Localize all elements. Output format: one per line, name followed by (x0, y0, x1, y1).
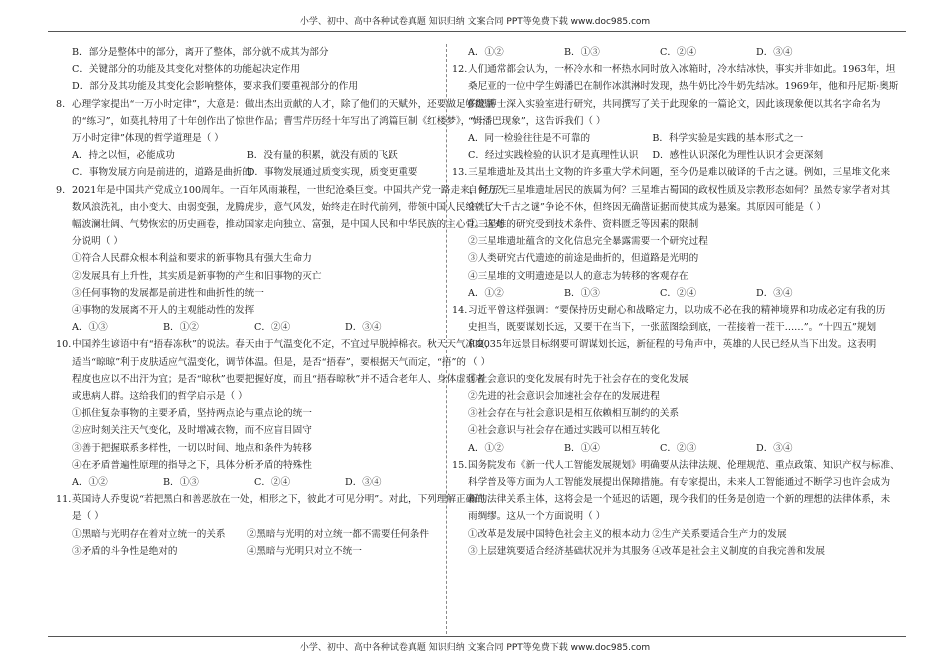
question-text: 史担当，既要谋划长远，又要干在当下，一张蓝图绘到底，一茬接着一茬干……”。“十四五”规划 (468, 322, 877, 334)
statement-item: ③任何事物的发展都是前进性和曲折性的统一 (72, 287, 264, 299)
question-text: 中国养生谚语中有“捂春冻秋”的说法。春天由于气温变化不定，不宜过早脱掉棉衣。秋天天气凉爽， (72, 339, 495, 351)
statement-item: ①符合人民群众根本利益和要求的新事物具有强大生命力 (72, 253, 312, 265)
statement-item: ②先进的社会意识会加速社会存在的发展进程 (468, 391, 660, 403)
option-d: D．③④ (756, 287, 793, 299)
option-line: B．部分是整体中的部分，离开了整体，部分就不成其为部分 (72, 47, 329, 58)
statement-item: ①三星堆的研究受到技术条件、资料匮乏等因素的限制 (468, 219, 699, 231)
statement-item: ④改革是社会主义制度的自我完善和发展 (652, 545, 825, 557)
option-d: D．事物发展通过质变实现，质变更重要 (246, 167, 418, 179)
question-text: 幅波澜壮阔、气势恢宏的历史画卷，推动国家走向独立、富强，是中国人民和中华民族的主心骨。这充 (72, 219, 504, 231)
footer-rule (48, 636, 906, 637)
question-text: 的“练习”，如莫扎特用了十年创作出了惊世作品；曹雪芹历经十年写出了鸿篇巨制《红楼梦》，“一 (72, 115, 485, 127)
answer-options (56, 526, 436, 543)
answer-options (56, 543, 436, 560)
statement-item: ①抓住复杂事物的主要矛盾，坚持两点论与重点论的统一 (72, 408, 312, 420)
statement-item: ④三星堆的文明遗迹是以人的意志为转移的客观存在 (468, 270, 689, 282)
option-c: C．②③ (660, 442, 697, 454)
question-text: 雨绸缪。这从一个方面说明（ ） (468, 511, 606, 523)
statement-item: ③社会存在与社会意识是相互依赖相互制约的关系 (468, 408, 680, 420)
question-text: 分说明（ ） (72, 236, 124, 248)
question-text: 国务院发布《新一代人工智能发展规划》明确要从法律法规、伦理规范、重点政策、知识产权与标准、 (468, 459, 900, 471)
option-c: C．经过实践检验的认识才是真理性认识 (468, 150, 639, 162)
statement-item: ①社会意识的变化发展有时先于社会存在的变化发展 (468, 373, 689, 385)
option-line: C．关键部分的功能及其变化对整体的功能起决定作用 (72, 64, 300, 76)
question-number: 9. (56, 184, 66, 196)
statement-item: ③人类研究古代遗迹的前途是曲折的，但道路是光明的 (468, 253, 699, 265)
option-b: B．①③ (564, 47, 600, 58)
option-c: C．事物发展方向是前进的，道路是曲折的 (72, 167, 253, 179)
question-text: 心理学家提出“一万小时定律”，大意是：做出杰出贡献的人才，除了他们的天赋外，还要做足够数量 (72, 98, 495, 110)
question-text: 万小时定律”体现的哲学道理是（ ） (72, 133, 224, 145)
question-text: 数风浪洗礼，由小变大、由弱变强，龙腾虎步，意气风发，始终走在时代前列，带领中国人民绘就了一 (72, 201, 504, 213)
option-a: A．持之以恒，必能成功 (72, 150, 175, 162)
question-text: 三星堆遗址及其出土文物的许多重大学术问题，至今仍是难以破译的千古之谜。例如，三星堆文化来 (468, 167, 891, 179)
answer-options (452, 543, 852, 560)
question-text: 中“七大千古之谜”争论不休，但终因无确凿证据而使其成为悬案。其原因可能是（ ） (468, 201, 827, 213)
question-number: 13. (452, 167, 468, 179)
option-line: D．部分及其功能及其变化会影响整体，要求我们要重视部分的作用 (72, 81, 358, 93)
option-a: A．①② (468, 47, 504, 58)
question-text: 英国诗人乔叟说“若把黑白和善恶放在一处，相形之下，彼此才可见分明”。对此，下列理解正确的 (72, 494, 485, 506)
right-column (452, 44, 900, 560)
statement-item: ②生产关系要适合生产力的发展 (652, 528, 787, 540)
header-rule (48, 31, 906, 32)
question-number: 10. (56, 339, 72, 351)
statement-item: ③善于把握联系多样性，一切以时间、地点和条件为转移 (72, 442, 312, 454)
answer-options (452, 44, 852, 61)
option-a: A．①③ (72, 322, 108, 334)
statement-item: ③上层建筑要适合经济基础状况并为其服务 (468, 545, 651, 557)
question-text: 科学普及等方面为人工智能发展提出保障措施。有专家提出，未来人工智能通过不断学习也许会成为 (468, 477, 891, 489)
option-c: C．②④ (254, 322, 291, 334)
question-text: “姆潘巴现象”，这告诉我们（ ） (468, 115, 606, 127)
answer-options (56, 164, 436, 181)
answer-options (56, 147, 436, 164)
statement-item: ②发展具有上升性，其实质是新事物的产生和旧事物的灭亡 (72, 270, 322, 282)
question-text: 人们通常都会认为，一杯冷水和一杯热水同时放入冰箱时，冷水结冰快，事实并非如此。1963年，坦 (468, 64, 896, 76)
question-number: 14. (452, 305, 468, 317)
question-15 (452, 457, 900, 474)
statement-item: ①改革是发展中国特色社会主义的根本动力 (468, 528, 651, 540)
option-d: D．③④ (756, 47, 793, 58)
option-b: B．科学实验是实践的基本形式之一 (652, 133, 804, 145)
option-d: D．③④ (345, 322, 382, 334)
question-number: 8. (56, 98, 66, 110)
statement-item: ④黑暗与光明只对立不统一 (246, 545, 362, 557)
option-b: B．①④ (564, 442, 600, 454)
statement-item: ②应时刻关注天气变化，及时增减衣物，而不应盲目固守 (72, 425, 312, 437)
question-10 (56, 336, 495, 353)
question-text: 或患病人群。这给我们的哲学启示是（ ） (72, 391, 248, 403)
option-c: C．②④ (254, 477, 291, 489)
question-11 (56, 491, 485, 508)
question-8 (56, 96, 495, 113)
answer-options (56, 474, 436, 491)
question-text: 2021年是中国共产党成立100周年。一百年风雨兼程，一世纪沧桑巨变。中国共产党一路走来，经历无 (72, 184, 509, 196)
statement-item: ①黑暗与光明存在着对立统一的关系 (72, 528, 226, 540)
option-b: B．①③ (163, 477, 199, 489)
statement-item: ④事物的发展离不开人的主观能动性的发挥 (72, 305, 255, 317)
statement-item: ②三星堆遗址蕴含的文化信息完全暴露需要一个研究过程 (468, 236, 708, 248)
question-text: 桑尼亚的一位中学生姆潘巴在制作冰淇淋时发现，热牛奶比冷牛奶先结冰。1969年，他和丹尼斯·奥斯 (468, 81, 899, 93)
question-text: 程度也应以不出汗为宜；是否“晾秋”也要把握好度，而且“捂春晾秋”并不适合老年人、身体虚弱者 (72, 373, 485, 385)
question-text: （ ） (468, 356, 491, 368)
option-d: D．感性认识深化为理性认识才会更深刻 (652, 150, 824, 162)
question-9 (56, 182, 509, 199)
question-text: 是（ ） (72, 511, 104, 523)
statement-item: ②黑暗与光明的对立统一都不需要任何条件 (246, 528, 429, 540)
option-c: C．②④ (660, 47, 697, 58)
option-a: A．①② (72, 477, 108, 489)
statement-item: ④在矛盾普遍性原理的指导之下，具体分析矛盾的特殊性 (72, 459, 312, 471)
question-text: 适当“晾晾”利于皮肤适应气温变化，调节体温。但是，是否“捂春”，要根据天气而定，“捂”的 (72, 356, 466, 368)
statement-item: ③矛盾的斗争性是绝对的 (72, 545, 178, 557)
question-12 (452, 61, 896, 78)
option-a: A．同一检验往往是不可靠的 (468, 133, 591, 145)
question-text: 和2035年远景目标纲要可谓谋划长远，新征程的号角声中，英雄的人民已经从当下出发。这表明 (468, 339, 877, 351)
option-b: B．没有量的积累，就没有质的飞跃 (246, 150, 398, 162)
question-text: 伯恩博士深入实验室进行研究，共同撰写了关于此现象的一篇论文，因此该现象便以其名字命名为 (468, 98, 881, 110)
page-footer: 小学、初中、高中各种试卷真题 知识归纳 文案合同 PPT等免费下载 www.doc985.com (299, 643, 651, 653)
answer-options (452, 526, 852, 543)
question-number: 11. (56, 494, 72, 506)
option-d: D．③④ (345, 477, 382, 489)
answer-options (56, 319, 436, 336)
page-header: 小学、初中、高中各种试卷真题 知识归纳 文案合同 PPT等免费下载 www.doc985.com (299, 17, 651, 27)
answer-options (452, 285, 852, 302)
option-d: D．③④ (756, 442, 793, 454)
question-14 (452, 302, 886, 319)
answer-options (452, 440, 852, 457)
question-13 (452, 164, 891, 181)
answer-options (452, 130, 852, 147)
question-number: 15. (452, 459, 468, 471)
option-b: B．①③ (564, 287, 600, 299)
question-text: 习近平曾这样强调：“要保持历史耐心和战略定力，以功成不必在我的精神境界和功成必定有我的历 (468, 305, 886, 317)
option-c: C．②④ (660, 287, 697, 299)
question-text: 自何方？三星堆遗址居民的族属为何？三星堆古蜀国的政权性质及宗教形态如何？虽然专家学者对其 (468, 184, 891, 196)
statement-item: ④社会意识与社会存在通过实践可以相互转化 (468, 425, 660, 437)
question-text: 新的法律关系主体，这将会是一个延迟的话题，现今我们的任务是创造一个新的理想的法律体系，未 (468, 494, 891, 506)
option-a: A．①② (468, 287, 504, 299)
option-b: B．①② (163, 322, 199, 334)
question-number: 12. (452, 64, 468, 76)
option-a: A．①② (468, 442, 504, 454)
answer-options (452, 147, 852, 164)
